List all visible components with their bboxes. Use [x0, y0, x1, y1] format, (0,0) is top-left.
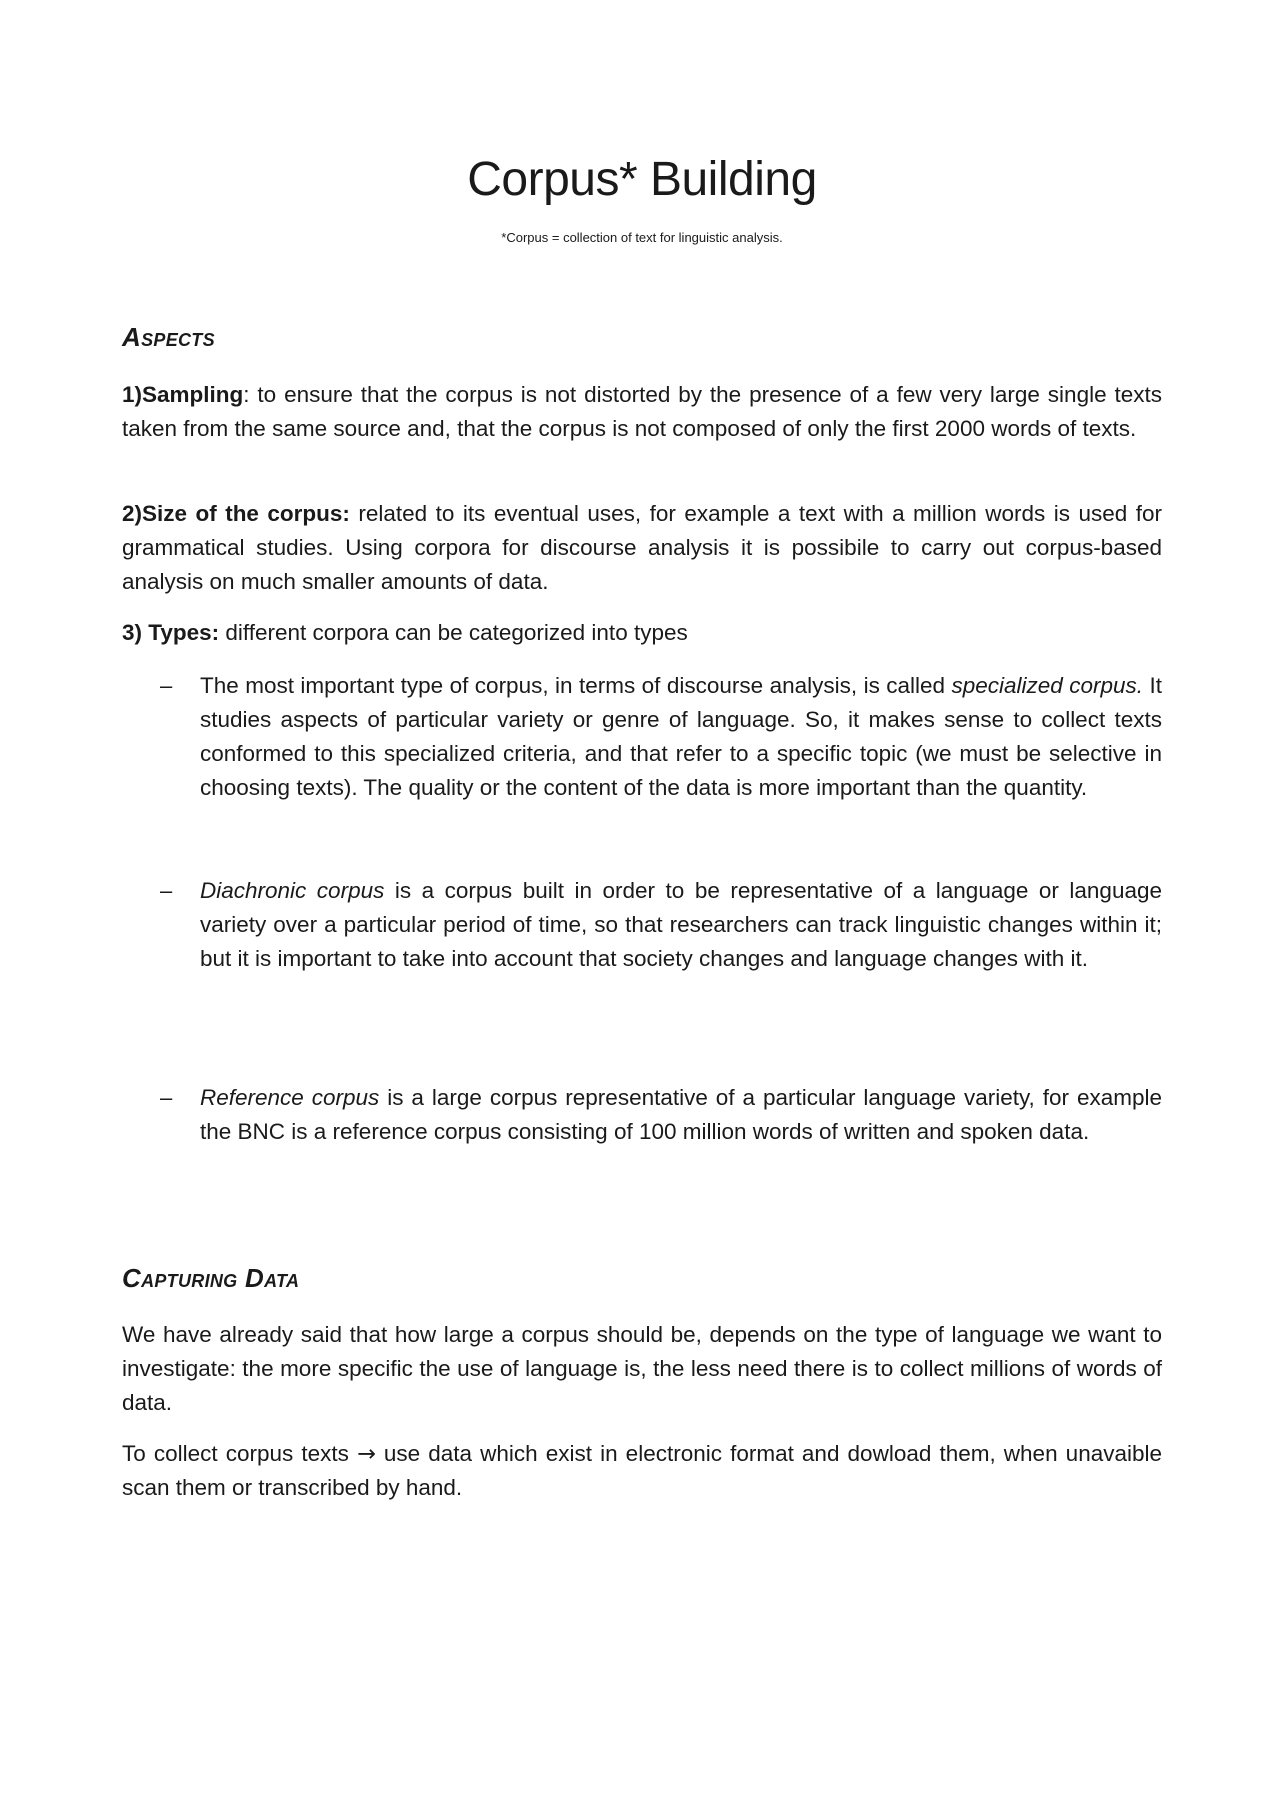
capturing-paragraph-2 — [122, 1437, 1162, 1505]
item-term: specialized corpus. — [951, 673, 1144, 698]
sampling-label: 1)Sampling — [122, 382, 244, 407]
capturing-paragraph-1: We have already said that how large a corpus should be, depends on the type of language we want to investigate: the more specific the use of language is, the less need there is to collect millions of words of data. — [122, 1322, 1162, 1415]
item-rest: It studies aspects of particular variety or genre of language. So, it makes sense to collect texts conformed to this specialized criteria, and that refer to a specific topic (we must be selective in choosing texts). The quality or the content of the data is more important than the quantity. — [200, 673, 1162, 800]
list-dash: – — [160, 1085, 173, 1110]
types-paragraph — [122, 616, 1162, 650]
para2-lead: To collect corpus texts — [122, 1441, 357, 1466]
item-rest: is a large corpus representative of a particular language variety, for example the BNC is a reference corpus consisting of 100 million words of written and spoken data. — [200, 1085, 1162, 1144]
types-label: 3) Types: — [122, 620, 220, 645]
list-item-text — [200, 669, 1162, 805]
types-text: different corpora can be categorized into types — [219, 620, 688, 645]
sampling-text: : to ensure that the corpus is not distorted by the presence of a few very large single texts taken from the same source and, that the corpus is not composed of only the first 2000 words of texts. — [122, 382, 1162, 441]
sampling-paragraph — [122, 378, 1162, 446]
aspects-heading: Aspects — [122, 322, 215, 352]
size-text: related to its eventual uses, for example a text with a million words is used for grammatical studies. Using corpora for discourse analysis it is possibile to carry out corpus-based analysis on much smaller amounts of data. — [122, 501, 1162, 594]
title-footnote: *Corpus = collection of text for linguistic analysis. — [501, 230, 783, 245]
size-paragraph — [122, 497, 1162, 599]
list-item-text — [200, 1081, 1162, 1149]
capturing-heading: Capturing Data — [122, 1263, 300, 1293]
document-title: Corpus* Building — [467, 153, 817, 206]
para2-rest: use data which exist in electronic format and dowload them, when unavaible scan them or transcribed by hand. — [122, 1441, 1163, 1500]
item-term: Reference corpus — [200, 1085, 380, 1110]
item-lead: The most important type of corpus, in terms of discourse analysis, is called — [200, 673, 952, 698]
size-label: 2)Size of the corpus: — [122, 501, 350, 526]
list-dash: – — [160, 673, 173, 698]
item-term: Diachronic corpus — [200, 878, 385, 903]
arrow-icon: → — [356, 1441, 376, 1467]
item-rest: is a corpus built in order to be representative of a language or language variety over a particular period of time, so that researchers can track linguistic changes within it; but it is important to take into account that society changes and language changes with it. — [200, 878, 1163, 971]
list-dash: – — [160, 878, 173, 903]
list-item-text — [200, 874, 1162, 976]
